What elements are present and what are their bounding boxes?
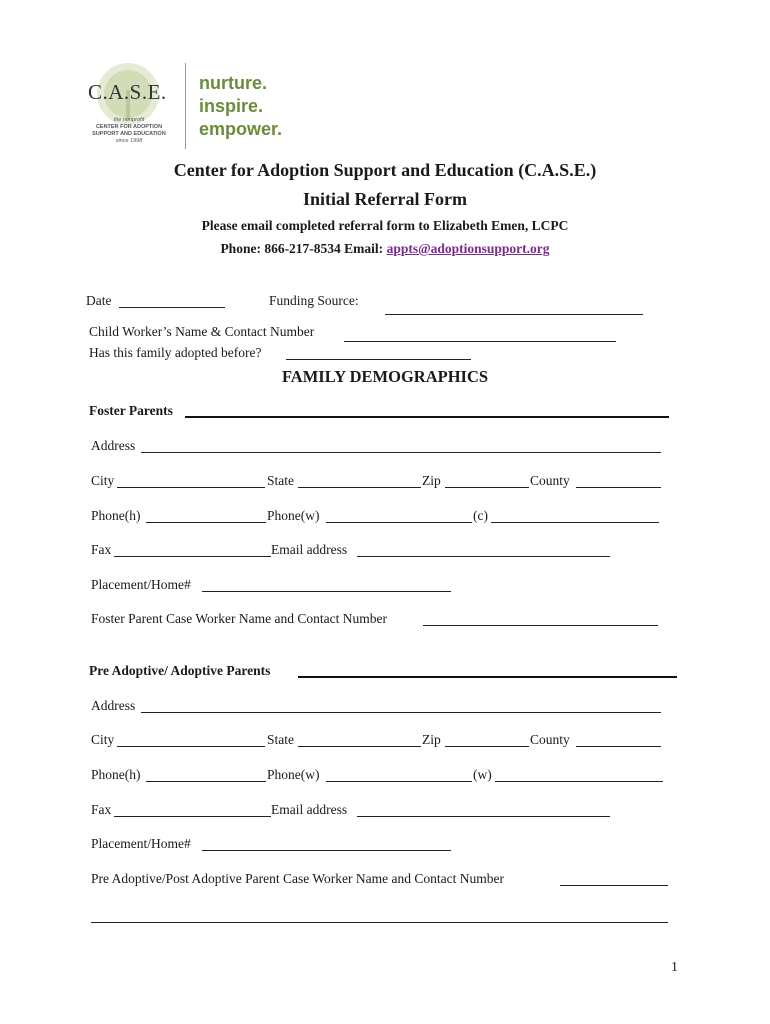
foster-email-label: Email address [271, 542, 348, 557]
foster-cell-label: (c) [473, 508, 488, 523]
adoptive-address-field[interactable] [141, 712, 661, 713]
page-number: 1 [671, 960, 678, 975]
adopted-before-label: Has this family adopted before? [89, 345, 262, 360]
foster-phone-work-label: Phone(w) [267, 508, 320, 523]
tagline-nurture: nurture. [199, 73, 268, 93]
logo-small-line: CENTER FOR ADOPTION [95, 124, 163, 130]
logo-small-line: the nonprofit [113, 117, 145, 123]
adoptive-county-field[interactable] [576, 746, 661, 747]
adoptive-fax-field[interactable] [114, 816, 271, 817]
foster-phone-home-field[interactable] [146, 522, 266, 523]
foster-cell-field[interactable] [491, 522, 659, 523]
foster-phone-home-label: Phone(h) [91, 508, 141, 523]
adoptive-parents-label: Pre Adoptive/ Adoptive Parents [89, 663, 271, 678]
adoptive-state-field[interactable] [298, 746, 421, 747]
adoptive-zip-label: Zip [422, 732, 441, 747]
tagline-inspire: inspire. [199, 96, 264, 116]
foster-email-field[interactable] [357, 556, 610, 557]
adoptive-work2-field[interactable] [495, 781, 663, 782]
contact-line [0, 241, 770, 257]
adoptive-phone-home-field[interactable] [146, 781, 266, 782]
foster-caseworker-field[interactable] [423, 625, 658, 626]
foster-parents-field[interactable] [185, 416, 669, 418]
tagline-empower: empower. [199, 119, 283, 139]
date-label: Date [86, 293, 112, 308]
foster-state-field[interactable] [298, 487, 421, 488]
foster-city-field[interactable] [117, 487, 265, 488]
foster-state-label: State [267, 473, 294, 488]
funding-source-field[interactable] [385, 314, 643, 315]
family-demographics-heading: FAMILY DEMOGRAPHICS [281, 367, 489, 386]
foster-fax-label: Fax [91, 542, 112, 557]
adoptive-county-label: County [530, 732, 570, 747]
adoptive-phone-work-label: Phone(w) [267, 767, 320, 782]
date-field[interactable] [119, 307, 225, 308]
child-worker-label: Child Worker’s Name & Contact Number [89, 324, 315, 339]
email-link[interactable]: appts@adoptionsupport.org [386, 241, 550, 256]
adoptive-caseworker-label: Pre Adoptive/Post Adoptive Parent Case Worker Name and Contact Number [91, 871, 504, 886]
adoptive-city-label: City [91, 732, 115, 747]
foster-phone-work-field[interactable] [326, 522, 472, 523]
adoptive-placement-field[interactable] [202, 850, 451, 851]
adoptive-placement-label: Placement/Home# [91, 836, 191, 851]
foster-caseworker-label: Foster Parent Case Worker Name and Contact Number [91, 611, 387, 626]
logo-divider [185, 63, 186, 149]
foster-zip-label: Zip [422, 473, 441, 488]
logo-name: C.A.S.E. [88, 80, 167, 104]
child-worker-field[interactable] [344, 341, 616, 342]
adopted-before-field[interactable] [286, 359, 471, 360]
foster-address-label: Address [91, 438, 136, 453]
adoptive-zip-field[interactable] [445, 746, 529, 747]
adoptive-address-label: Address [91, 698, 136, 713]
document-subtitle: Initial Referral Form [303, 189, 467, 209]
foster-fax-field[interactable] [114, 556, 271, 557]
foster-placement-label: Placement/Home# [91, 577, 191, 592]
adoptive-email-label: Email address [271, 802, 348, 817]
funding-source-label: Funding Source: [269, 293, 359, 308]
adoptive-work2-label: (w) [473, 767, 492, 782]
foster-zip-field[interactable] [445, 487, 529, 488]
contact-prefix: Phone: 866-217-8534 Email: [220, 241, 387, 256]
instruction-text: Please email completed referral form to Elizabeth Emen, LCPC [201, 218, 569, 233]
logo-small-line: since 1998 [115, 138, 143, 144]
foster-parents-label: Foster Parents [89, 403, 173, 418]
logo-small-line: SUPPORT AND EDUCATION [92, 131, 166, 137]
foster-address-field[interactable] [141, 452, 661, 453]
adoptive-parents-field[interactable] [298, 676, 677, 678]
adoptive-city-field[interactable] [117, 746, 265, 747]
foster-county-label: County [530, 473, 570, 488]
adoptive-phone-home-label: Phone(h) [91, 767, 141, 782]
adoptive-caseworker-field[interactable] [560, 885, 668, 886]
adoptive-email-field[interactable] [357, 816, 610, 817]
adoptive-state-label: State [267, 732, 294, 747]
adoptive-phone-work-field[interactable] [326, 781, 472, 782]
foster-placement-field[interactable] [202, 591, 451, 592]
adoptive-fax-label: Fax [91, 802, 112, 817]
document-title: Center for Adoption Support and Education (C.A.S.E.) [173, 160, 597, 180]
adoptive-caseworker-continuation-field[interactable] [91, 922, 668, 923]
foster-county-field[interactable] [576, 487, 661, 488]
case-logo [82, 60, 322, 152]
foster-city-label: City [91, 473, 115, 488]
